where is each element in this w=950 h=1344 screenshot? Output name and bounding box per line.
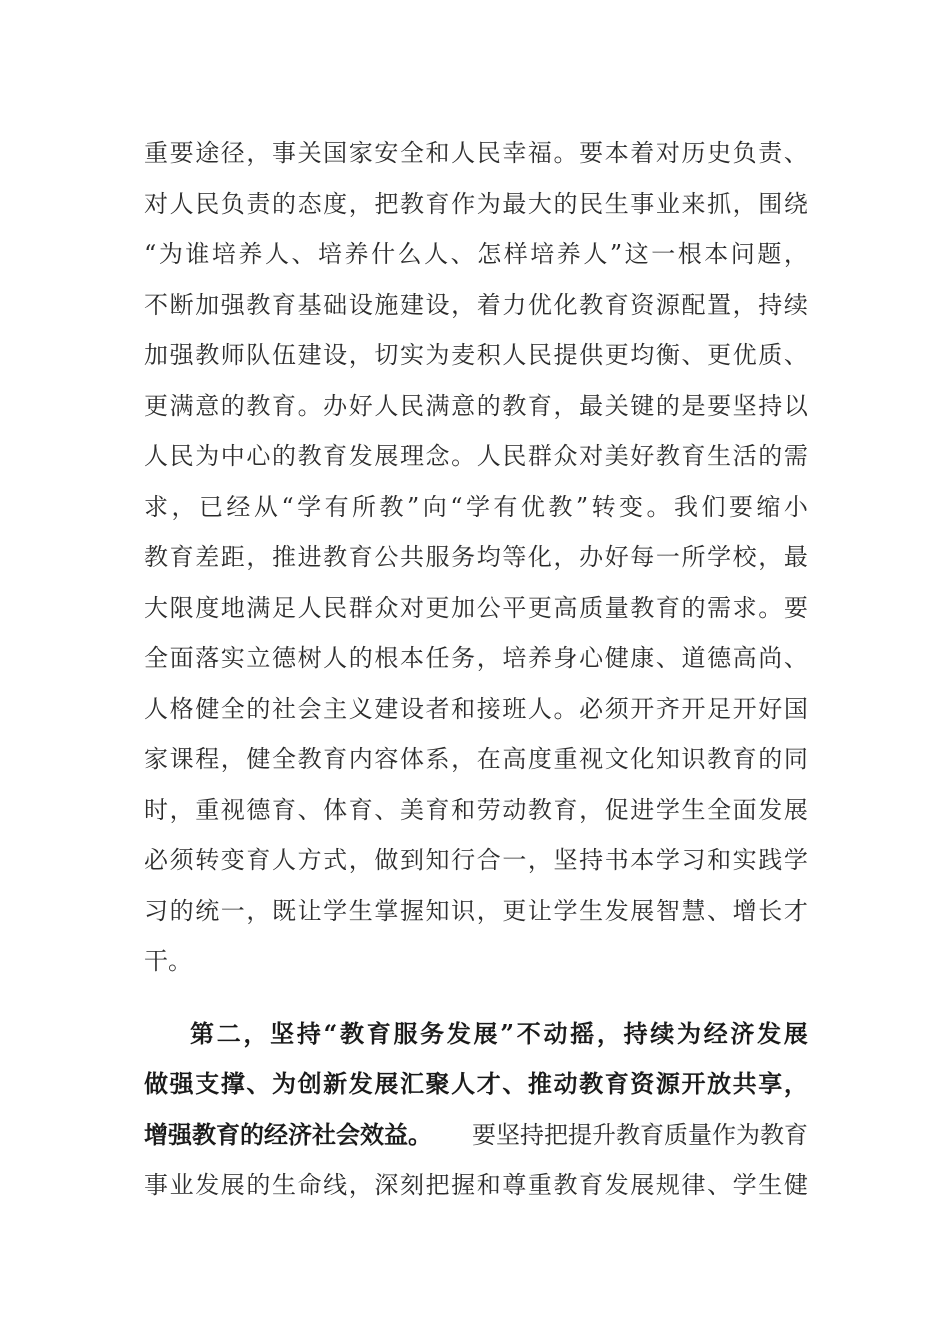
text-line: 人 民 为 中 心 的 教 育 发 展 理 念 。 人 民 群 众 对 美 好 教 育 生 活 的 需 — [144, 442, 808, 470]
text-line: 习 的 统 一 ， 既 让 学 生 掌 握 知 识 ， 更 让 学 生 发 展 智 慧 、 增 长 才 — [144, 896, 808, 925]
text-line: 加 强 教 师 队 伍 建 设 ， 切 实 为 麦 积 人 民 提 供 更 均 衡 、 更 优 质 、 — [144, 341, 808, 369]
text-line: 事 业 发 展 的 生 命 线 ， 深 刻 把 握 和 尊 重 教 育 发 展 规 律 、 学 生 健 — [144, 1171, 808, 1199]
text-line: 更 满 意 的 教 育 。 办 好 人 民 满 意 的 教 育 ， 最 关 键 的 是 要 坚 持 以 — [144, 391, 808, 420]
document-body — [144, 128, 808, 1211]
text-line: 求 ， 已 经 从 “ 学 有 所 教 ” 向 “ 学 有 优 教 ” 转 变 。 我 们 要 缩 小 — [144, 492, 808, 521]
bold-heading-line: 做 强 支 撑 、 为 创 新 发 展 汇 聚 人 才 、 推 动 教 育 资 源 开 放 共 享 ， — [144, 1069, 808, 1098]
text-line: 不 断 加 强 教 育 基 础 设 施 建 设 ， 着 力 优 化 教 育 资 源 配 置 ， 持 续 — [144, 290, 808, 319]
bold-heading-line: 第 二 ， 坚 持 “ 教 育 服 务 发 展 ” 不 动 摇 ， 持 续 为 经 济 发 展 — [190, 1018, 808, 1048]
text-line: 重 要 途 径 ， 事 关 国 家 安 全 和 人 民 幸 福 。 要 本 着 对 历 史 负 责 、 — [144, 139, 808, 167]
text-line: 教 育 差 距 ， 推 进 教 育 公 共 服 务 均 等 化 ， 办 好 每 一 所 学 校 ， 最 — [144, 543, 808, 571]
text-line: 大 限 度 地 满 足 人 民 群 众 对 更 加 公 平 更 高 质 量 教 育 的 需 求 。 要 — [144, 593, 808, 622]
text-line: 时 ， 重 视 德 育 、 体 育 、 美 育 和 劳 动 教 育 ， 促 进 学 生 全 面 发 展 — [144, 795, 808, 824]
paragraph-2 — [144, 1009, 808, 1211]
text-line: 干。 — [144, 947, 192, 975]
paragraph-1 — [144, 128, 808, 987]
bold-heading-segment: 增强教育的经济社会效益。 — [144, 1119, 432, 1149]
text-line: 必 须 转 变 育 人 方 式 ， 做 到 知 行 合 一 ， 坚 持 书 本 学 习 和 实 践 学 — [144, 846, 808, 874]
text-line: 对 人 民 负 责 的 态 度 ， 把 教 育 作 为 最 大 的 民 生 事 业 来 抓 ， 围 绕 — [144, 189, 808, 218]
mixed-line — [144, 1110, 808, 1161]
text-line: “ 为 谁 培 养 人 、 培 养 什 么 人 、 怎 样 培 养 人 ” 这 一 根 本 问 题 ， — [144, 240, 808, 268]
paragraph-gap — [144, 987, 808, 1009]
body-segment: 要坚持把提升教育质量作为教育 — [472, 1120, 808, 1149]
text-line: 全 面 落 实 立 德 树 人 的 根 本 任 务 ， 培 养 身 心 健 康 、 道 德 高 尚 、 — [144, 644, 808, 672]
text-line: 家 课 程 ， 健 全 教 育 内 容 体 系 ， 在 高 度 重 视 文 化 知 识 教 育 的 同 — [144, 745, 808, 773]
text-line: 人 格 健 全 的 社 会 主 义 建 设 者 和 接 班 人 。 必 须 开 齐 开 足 开 好 国 — [144, 694, 808, 723]
